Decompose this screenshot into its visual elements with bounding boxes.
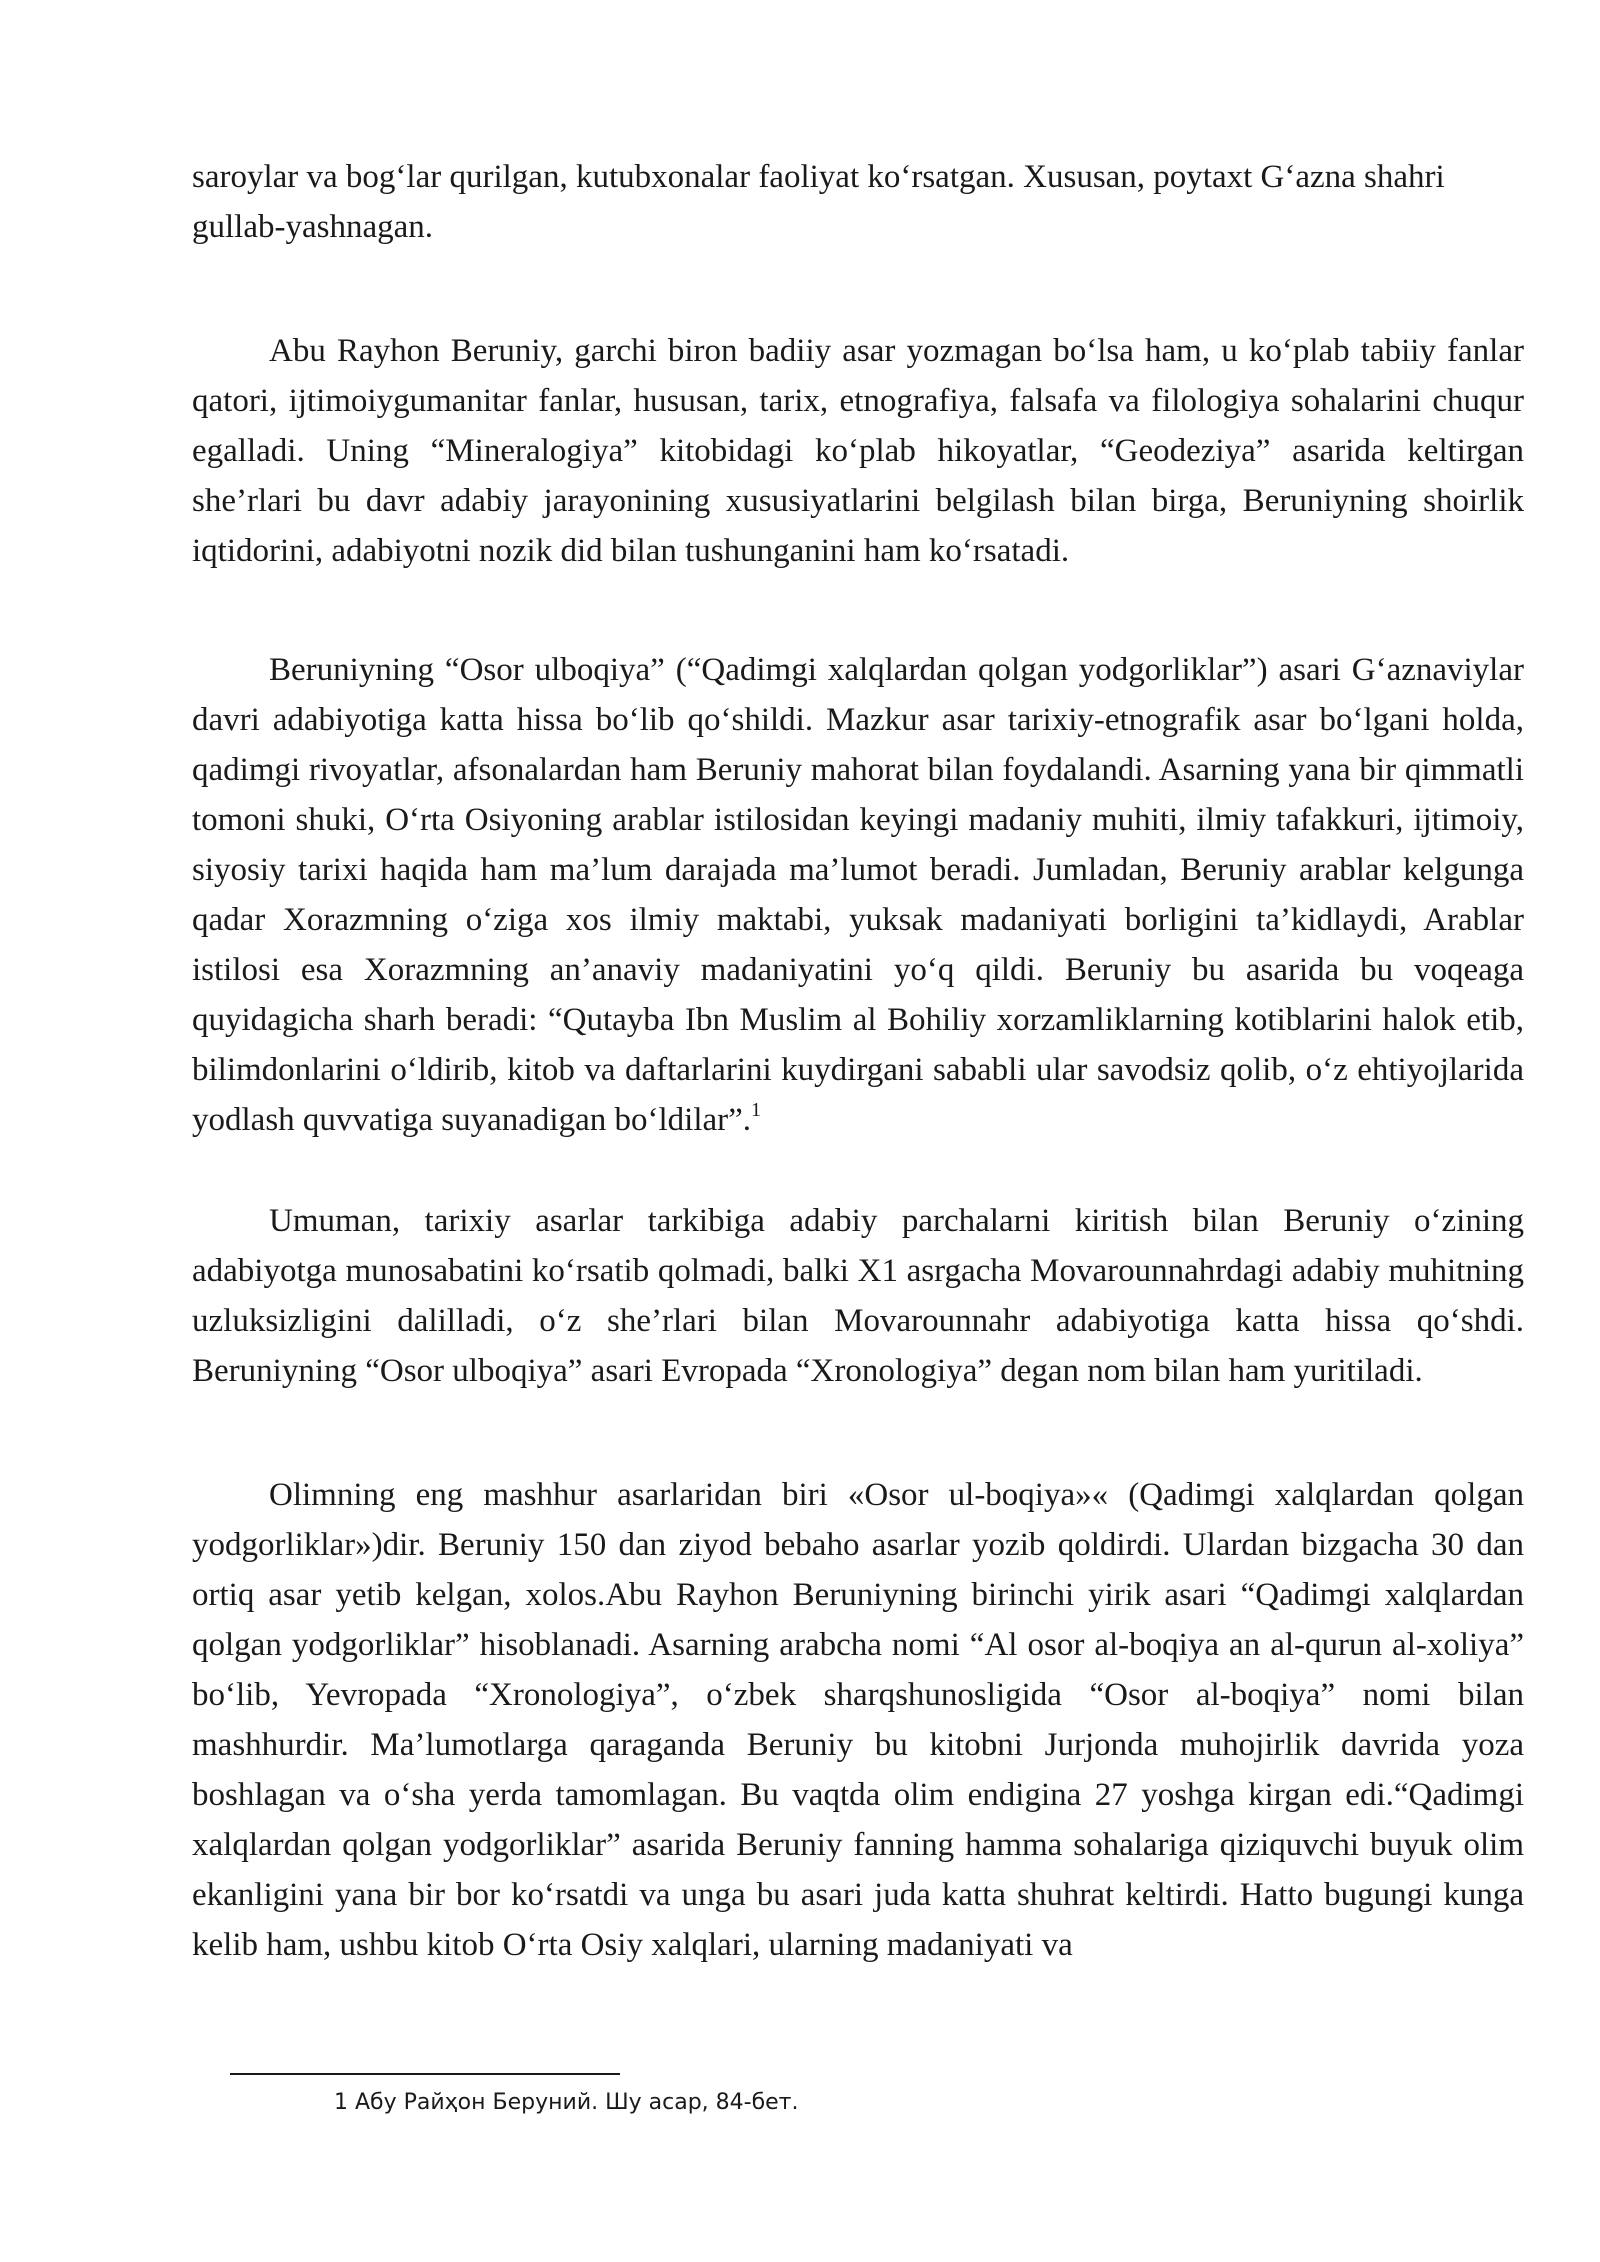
- paragraph-text: Umuman, tarixiy asarlar tarkibiga adabiy parchalarni kiritish bilan Beruniy o‘zining adabiyotga munosabatini ko‘rsatib qolmadi, balki X1 asrgacha Movarounnahrdagi adabiy muhitning uzluksizligini dalilladi, o‘z she’rlari bilan Movarounnahr adabiyotiga katta hissa qo‘shdi. Beruniyning “Osor ulboqiya” asari Evropada “Xronologiya” degan nom bilan ham yuritiladi.: [192, 1203, 1524, 1389]
- paragraph-continuation: [192, 152, 1524, 252]
- paragraph-beruniy-intro: [192, 326, 1524, 576]
- paragraph-text: saroylar va bog‘lar qurilgan, kutubxonalar faoliyat ko‘rsatgan. Xususan, poytaxt G‘azna shahri gullab-yashnagan.: [192, 159, 1445, 245]
- paragraph-osor-ulboqiya: [192, 645, 1524, 1145]
- paragraph-text: Beruniyning “Osor ulboqiya” (“Qadimgi xalqlardan qolgan yodgorliklar”) asari G‘aznaviylar davri adabiyotiga katta hissa bo‘lib qo‘shildi. Mazkur asar tarixiy-etnografik asar bo‘lgani holda, qadimgi rivoyatlar, afsonalardan ham Beruniy mahorat bilan foydalandi. Asarning yana bir qimmatli tomoni shuki, O‘rta Osiyoning arablar istilosidan keyingi madaniy muhiti, ilmiy tafakkuri, ijtimoiy, siyosiy tarixi haqida ham ma’lum darajada ma’lumot beradi. Jumladan, Beruniy arablar kelgunga qadar Xorazmning o‘ziga xos ilmiy maktabi, yuksak madaniyati borligini ta’kidlaydi, Arablar istilosi esa Xorazmning an’anaviy madaniyatini yo‘q qildi. Beruniy bu asarida bu voqeaga quyidagicha sharh beradi: “Qutayba Ibn Muslim al Bohiliy xorzamliklarning kotiblarini halok etib, bilimdonlarini o‘ldirib, kitob va daftarlarini kuydirgani sababli ular savodsiz qolib, o‘z ehtiyojlarida yodlash quvvatiga suyanadigan bo‘ldilar”.: [192, 652, 1524, 1138]
- paragraph-text: Abu Rayhon Beruniy, garchi biron badiiy asar yozmagan bo‘lsa ham, u ko‘plab tabiiy fanlar qatori, ijtimoiygumanitar fanlar, hususan, tarix, etnografiya, falsafa va filologiya sohalarini chuqur egalladi. Uning “Mineralogiya” kitobidagi ko‘plab hikoyatlar, “Geodeziya” asarida keltirgan she’rlari bu davr adabiy jarayonining xususiyatlarini belgilash bilan birga, Beruniyning shoirlik iqtidorini, adabiyotni nozik did bilan tushunganini ham ko‘rsatadi.: [192, 333, 1524, 569]
- paragraph-summary: [192, 1196, 1524, 1396]
- footnote: 1 Абу Райҳон Беруний. Шу асар, 84-бет.: [334, 2090, 799, 2115]
- paragraph-text: Olimning eng mashhur asarlaridan biri «Osor ul-boqiya»« (Qadimgi xalqlardan qolgan yodgorliklar»)dir. Beruniy 150 dan ziyod bebaho asarlar yozib qoldirdi. Ulardan bizgacha 30 dan ortiq asar yetib kelgan, xolos.Abu Rayhon Beruniyning birinchi yirik asari “Qadimgi xalqlardan qolgan yodgorliklar” hisoblanadi. Asarning arabcha nomi “Al osor al-boqiya an al-qurun al-xoliya” bo‘lib, Yevropada “Xronologiya”, o‘zbek sharqshunosligida “Osor al-boqiya” nomi bilan mashhurdir. Ma’lumotlarga qaraganda Beruniy bu kitobni Jurjonda muhojirlik davrida yoza boshlagan va o‘sha yerda tamomlagan. Bu vaqtda olim endigina 27 yoshga kirgan edi.“Qadimgi xalqlardan qolgan yodgorliklar” asarida Beruniy fanning hamma sohalariga qiziquvchi buyuk olim ekanligini yana bir bor ko‘rsatdi va unga bu asari juda katta shuhrat keltirdi. Hatto bugungi kunga kelib ham, ushbu kitob O‘rta Osiy xalqlari, ularning madaniyati va: [192, 1477, 1524, 1963]
- footnote-reference[interactable]: 1: [751, 1099, 762, 1121]
- paragraph-famous-works: [192, 1470, 1524, 1970]
- footnote-separator: [230, 2073, 620, 2075]
